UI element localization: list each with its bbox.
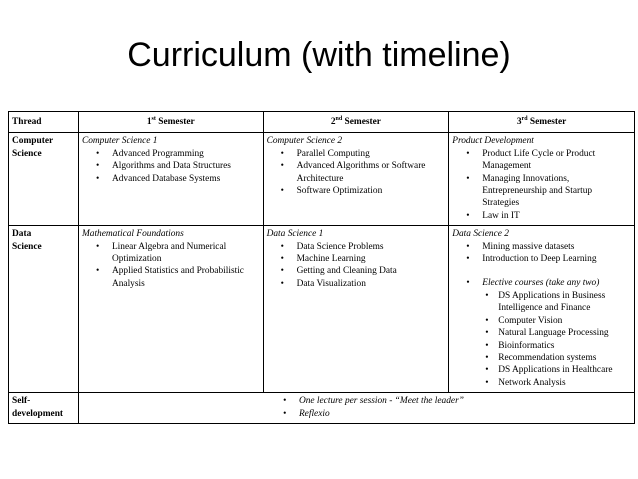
- list-item: • Advanced Algorithms or Software Architecture: [297, 160, 446, 185]
- header-thread: Thread: [9, 112, 79, 133]
- list-item: • Reflexio: [299, 408, 631, 420]
- list-item: • Network Analysis: [498, 377, 631, 389]
- list-item: • Bioinformatics: [498, 340, 631, 352]
- row-data-science: [9, 226, 635, 393]
- list-item: • Natural Language Processing: [498, 327, 631, 339]
- cell-ds-semester-3: [449, 226, 635, 393]
- list-item: • DS Applications in Healthcare: [498, 364, 631, 376]
- cell-cs-semester-1: [78, 133, 263, 226]
- list-item: • Introduction to Deep Learning: [482, 253, 631, 265]
- row-computer-science: [9, 133, 635, 226]
- course-title: Data Science 2: [452, 229, 509, 240]
- course-title: Mathematical Foundations: [81, 229, 184, 240]
- cell-cs-semester-2: [263, 133, 449, 226]
- header-row: [9, 112, 635, 133]
- list-item: • Product Life Cycle or Product Management: [482, 148, 631, 173]
- course-title: Product Development: [452, 136, 534, 147]
- list-item: • Law in IT: [482, 210, 631, 222]
- list-item: • Getting and Cleaning Data: [297, 265, 446, 277]
- list-item: • Mining massive datasets: [482, 241, 631, 253]
- cell-ds-semester-2: [263, 226, 449, 393]
- list-item: • Applied Statistics and Probabilistic Analysis: [112, 265, 260, 290]
- list-item: • Software Optimization: [297, 185, 446, 197]
- header-semester-2: 2nd Semester: [263, 112, 449, 133]
- list-item: • Computer Vision: [498, 315, 631, 327]
- list-item: • Parallel Computing: [297, 148, 446, 160]
- elective-heading: • Elective courses (take any two) • DS Applications in Business Intelligence and Finance • Computer Vision • Natural Language Processing • Bioinformatics • Recommendation systems • DS Applications in Healthcare • Network Analysis: [482, 277, 631, 389]
- list-item: • Recommendation systems: [498, 352, 631, 364]
- header-semester-3: 3rd Semester: [449, 112, 635, 133]
- slide-title: Curriculum (with timeline): [127, 36, 511, 74]
- list-item: • Algorithms and Data Structures: [112, 160, 260, 172]
- row-self-development: [9, 393, 635, 424]
- row-label-self-development: Self- development: [9, 393, 79, 424]
- list-item: • Data Visualization: [297, 278, 446, 290]
- list-item: • Advanced Programming: [112, 148, 260, 160]
- list-item: • One lecture per session - “Meet the leader”: [299, 395, 631, 407]
- course-title: Computer Science 1: [81, 136, 158, 147]
- header-semester-1: 1st Semester: [78, 112, 263, 133]
- curriculum-table: [8, 111, 635, 424]
- list-item: • Managing Innovations, Entrepreneurship and Startup Strategies: [482, 173, 631, 210]
- row-label-data-science: Data Science: [9, 226, 79, 393]
- course-title: Data Science 1: [266, 229, 324, 240]
- list-item: • DS Applications in Business Intelligence and Finance: [498, 290, 631, 315]
- cell-self-development: [78, 393, 634, 424]
- list-item: • Linear Algebra and Numerical Optimization: [112, 241, 260, 266]
- cell-ds-semester-1: [78, 226, 263, 393]
- course-title: Computer Science 2: [266, 136, 343, 147]
- list-item: • Data Science Problems: [297, 241, 446, 253]
- list-item: • Advanced Database Systems: [112, 173, 260, 185]
- list-item: • Machine Learning: [297, 253, 446, 265]
- cell-cs-semester-3: [449, 133, 635, 226]
- row-label-computer-science: Computer Science: [9, 133, 79, 226]
